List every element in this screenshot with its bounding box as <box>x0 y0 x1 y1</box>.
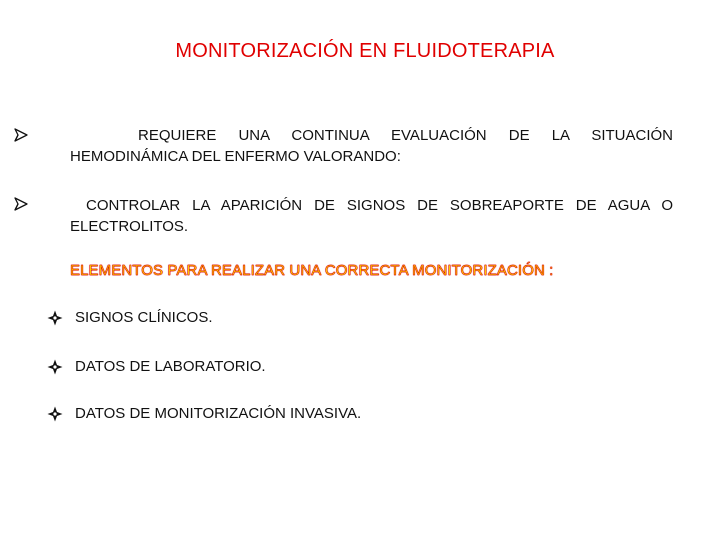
bullet-text-2-content: CONTROLAR LA APARICIÓN DE SIGNOS DE SOBREAPORTE DE AGUA O ELECTROLITOS. <box>70 197 673 235</box>
bullet-text-1-content: REQUIERE UNA CONTINUA EVALUACIÓN DE LA SITUACIÓN HEMODINÁMICA DEL ENFERMO VALORANDO: <box>70 127 673 165</box>
list-item-label: DATOS DE MONITORIZACIÓN INVASIVA. <box>75 405 362 422</box>
list-item <box>47 405 361 422</box>
slide-title: MONITORIZACIÓN EN FLUIDOTERAPIA <box>175 40 555 62</box>
bullet-text-1 <box>70 125 673 167</box>
list-item-label: SIGNOS CLÍNICOS. <box>75 309 213 326</box>
list-item <box>47 309 213 326</box>
diamond-bullet-icon <box>47 359 63 375</box>
list-item-label: DATOS DE LABORATORIO. <box>75 358 266 375</box>
diamond-bullet-icon <box>47 406 63 422</box>
arrow-bullet-icon <box>14 197 28 211</box>
list-item <box>47 358 266 375</box>
arrow-bullet-icon <box>14 128 28 142</box>
diamond-bullet-icon <box>47 310 63 326</box>
subheading: ELEMENTOS PARA REALIZAR UNA CORRECTA MONITORIZACIÓN : <box>70 262 554 279</box>
bullet-text-2 <box>70 195 673 237</box>
